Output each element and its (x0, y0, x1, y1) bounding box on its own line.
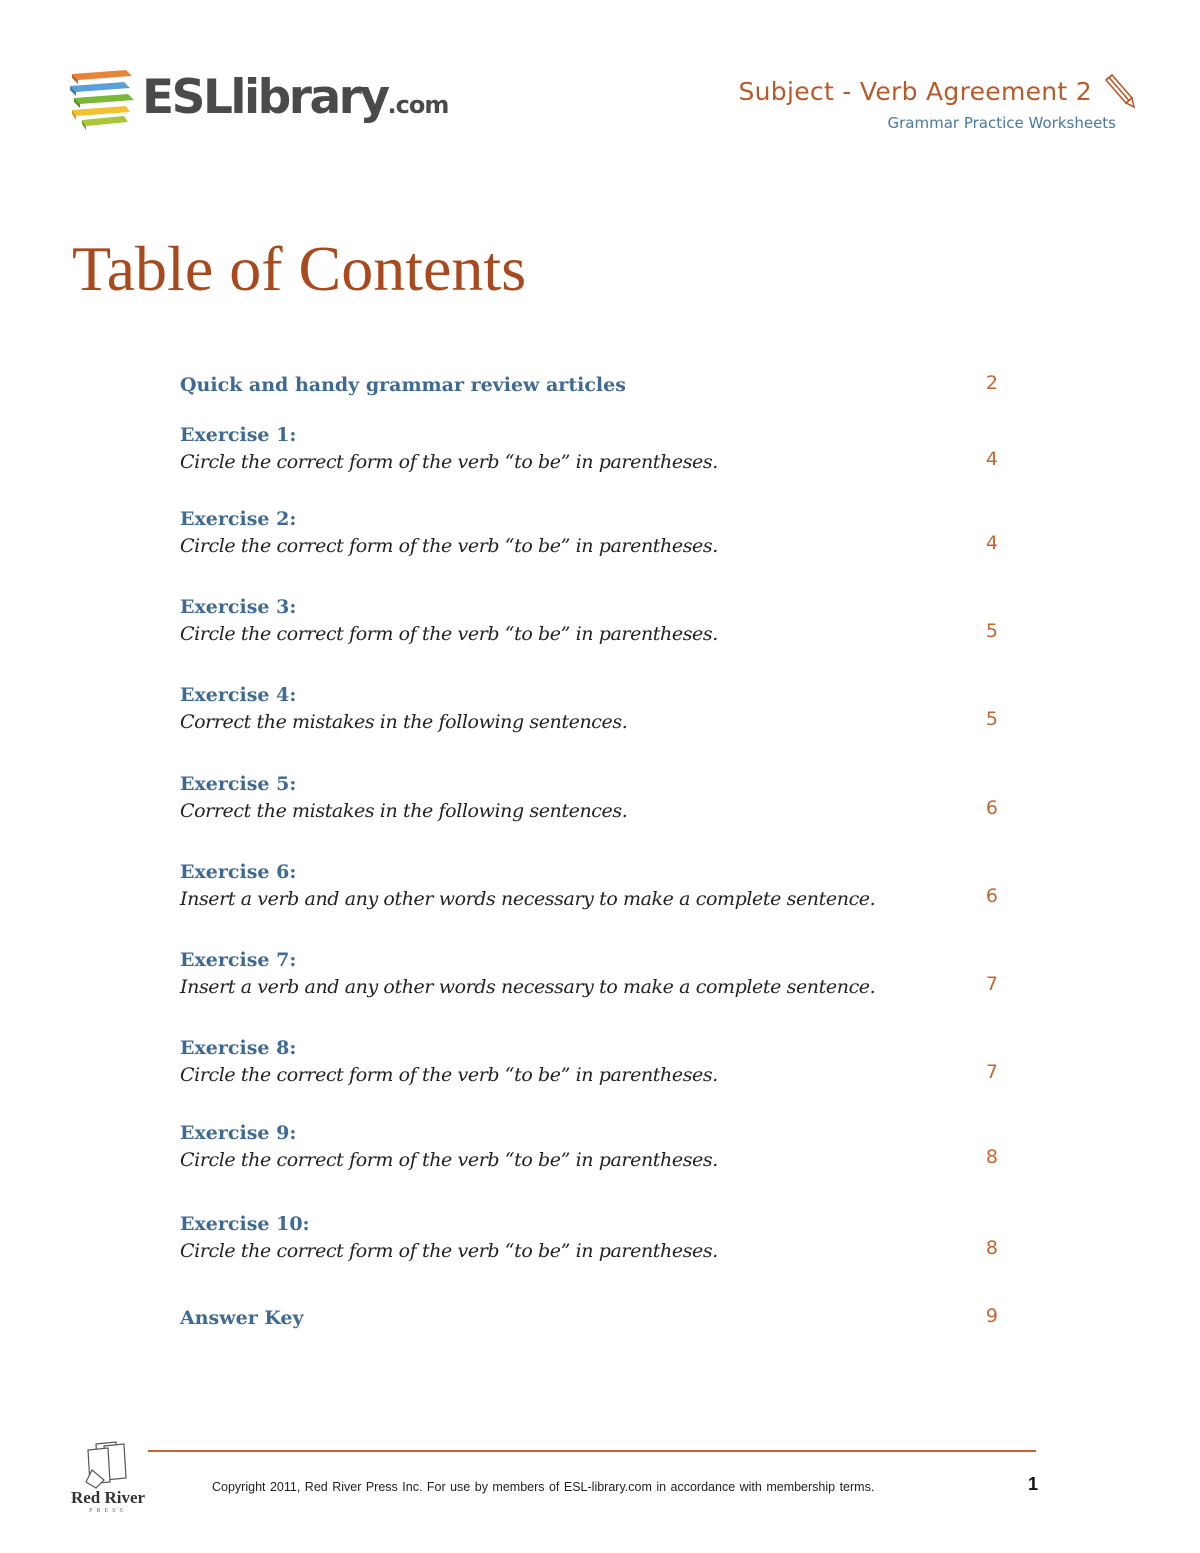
toc-entry-exercise-6[interactable] (180, 859, 1010, 913)
toc-description: Correct the mistakes in the following sentences. (180, 711, 628, 733)
toc-heading: Exercise 4: (180, 684, 297, 706)
toc-entry-exercise-7[interactable] (180, 947, 1010, 1001)
toc-heading: Exercise 6: (180, 861, 297, 883)
footer-divider (148, 1450, 1036, 1452)
toc-page-number: 7 (985, 973, 998, 995)
table-of-contents (180, 0, 1010, 1553)
toc-heading: Exercise 1: (180, 424, 297, 446)
logo-suffix: .com (387, 91, 449, 119)
toc-description: Circle the correct form of the verb “to be” in parentheses. (180, 1240, 718, 1262)
toc-heading: Exercise 7: (180, 949, 297, 971)
toc-entry-exercise-5[interactable] (180, 771, 1010, 825)
toc-page-number: 5 (985, 708, 998, 730)
toc-heading: Exercise 8: (180, 1037, 297, 1059)
toc-description: Insert a verb and any other words necessary to make a complete sentence. (180, 888, 876, 910)
toc-heading: Exercise 10: (180, 1213, 310, 1235)
books-logo-icon (68, 66, 136, 136)
toc-page-number: 4 (985, 532, 998, 554)
toc-description: Circle the correct form of the verb “to be” in parentheses. (180, 1149, 718, 1171)
toc-entry-answer-key[interactable] (180, 1305, 1010, 1331)
toc-page-number: 8 (985, 1146, 998, 1168)
toc-entry-review-articles[interactable] (180, 372, 1010, 398)
toc-entry-exercise-10[interactable] (180, 1211, 1010, 1265)
toc-heading: Exercise 3: (180, 596, 297, 618)
toc-description: Circle the correct form of the verb “to be” in parentheses. (180, 535, 718, 557)
toc-description: Circle the correct form of the verb “to be” in parentheses. (180, 623, 718, 645)
toc-page-number: 5 (985, 620, 998, 642)
toc-page-number: 9 (985, 1305, 998, 1327)
toc-entry-exercise-1[interactable] (180, 422, 1010, 476)
red-river-press-logo (66, 1440, 150, 1518)
worksheet-title: Subject - Verb Agreement 2 (738, 76, 1092, 106)
copyright-notice: Copyright 2011, Red River Press Inc. For use by members of ESL-library.com in accordance with membership terms. (212, 1480, 875, 1494)
toc-heading: Exercise 5: (180, 773, 297, 795)
toc-page-number: 6 (985, 885, 998, 907)
toc-description: Insert a verb and any other words necessary to make a complete sentence. (180, 976, 876, 998)
toc-heading: Quick and handy grammar review articles (180, 374, 626, 396)
toc-entry-exercise-2[interactable] (180, 506, 1010, 560)
logo-text: ESLlibrary (142, 70, 388, 125)
page-number: 1 (1028, 1474, 1039, 1494)
toc-page-number: 7 (985, 1061, 998, 1083)
toc-page-number: 8 (985, 1237, 998, 1259)
publisher-subtitle: PRESS (89, 1508, 127, 1514)
toc-page-number: 4 (985, 448, 998, 470)
toc-page-number: 6 (985, 797, 998, 819)
toc-entry-exercise-8[interactable] (180, 1035, 1010, 1089)
toc-description: Circle the correct form of the verb “to be” in parentheses. (180, 1064, 718, 1086)
publisher-name: Red River (70, 1488, 146, 1507)
pencil-icon (1100, 72, 1136, 110)
toc-heading: Answer Key (180, 1307, 304, 1329)
toc-entry-exercise-9[interactable] (180, 1120, 1010, 1174)
worksheet-subtitle: Grammar Practice Worksheets (887, 114, 1116, 132)
toc-description: Correct the mistakes in the following sentences. (180, 800, 628, 822)
toc-heading: Exercise 9: (180, 1122, 297, 1144)
page-title: Table of Contents (72, 233, 527, 304)
toc-entry-exercise-3[interactable] (180, 594, 1010, 648)
toc-description: Circle the correct form of the verb “to be” in parentheses. (180, 451, 718, 473)
toc-page-number: 2 (985, 372, 998, 394)
toc-heading: Exercise 2: (180, 508, 297, 530)
toc-entry-exercise-4[interactable] (180, 682, 1010, 736)
pages-icon (66, 1440, 150, 1490)
